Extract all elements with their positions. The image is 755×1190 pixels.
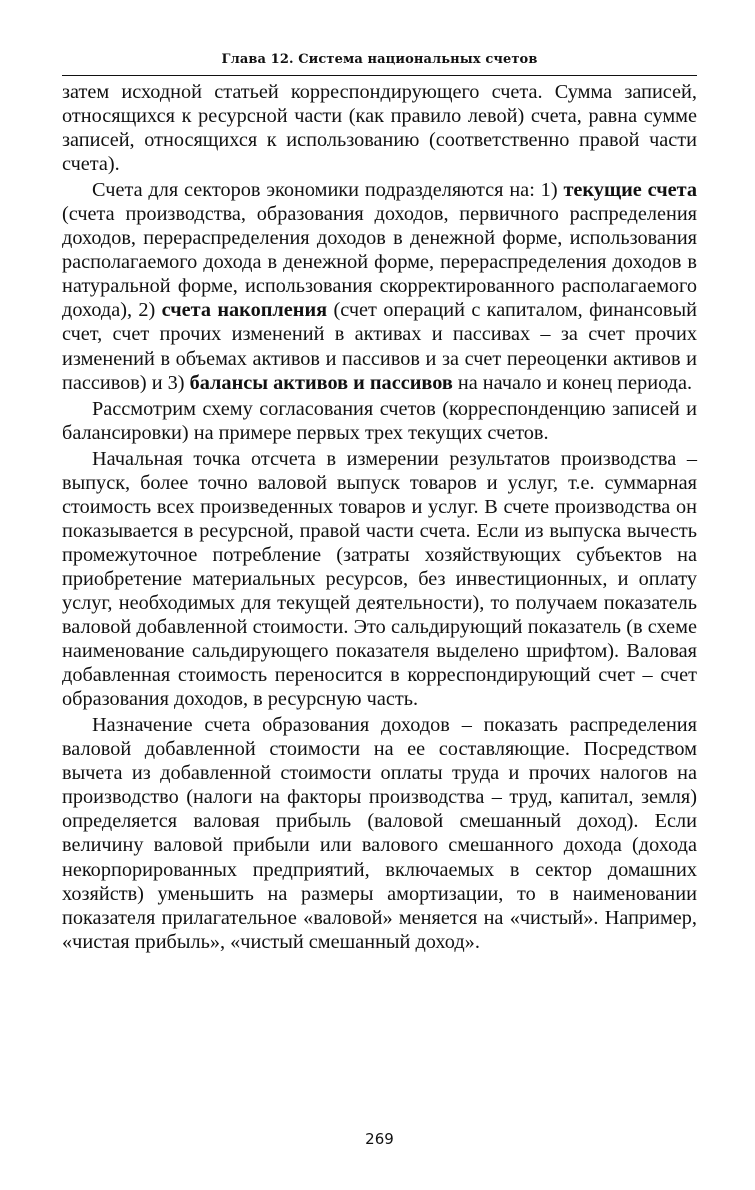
paragraph-5 — [62, 713, 697, 953]
header-rule — [62, 75, 697, 76]
paragraph-2 — [62, 178, 697, 394]
bold-term-accumulation-accounts: счета накопления — [161, 299, 328, 322]
text-run: затем исходной статьей корреспондирующего счета. Сумма записей, относящихся к ресурсной части (как правило левой) счета, равна сумме записей, относящихся к использованию (соответственно правой части счета). — [62, 81, 697, 176]
page-number: 269 — [365, 1130, 394, 1148]
text-run: (счет операций с капиталом, финансовый счет, счет прочих изменений в активах и пассивах – за счет прочих изменений в объемах активов и пассивов и за счет переоценки активов и пассивов) и 3) — [62, 299, 697, 394]
text-run: Назначение счета образования доходов – показать распределения валовой добавленной стоимости на ее составляющие. Посредством вычета из добавленной стоимости оплаты труда и прочих налогов на производство (налоги на факторы производства – труд, капитал, земля) определяется валовая прибыль (валовой смешанный доход). Если величину валовой прибыли или валового смешанного дохода (дохода некорпорированных предприятий, включаемых в сектор домашних хозяйств) уменьшить на размеры амортизации, то в наименовании показателя прилагательное «валовой» меняется на «чистый». Например, «чистая прибыль», «чистый смешанный доход». — [62, 714, 697, 953]
text-run: (счета производства, образования доходов, первичного распределения доходов, перераспределения доходов в денежной форме, использования располагаемого дохода в денежной форме, перераспределения доходов в натуральной форме, использования скорректированного располагаемого дохода), 2) — [62, 203, 697, 322]
bold-term-balance-sheets: балансы активов и пассивов — [189, 371, 453, 394]
bold-term-current-accounts: текущие счета — [563, 179, 697, 202]
text-run: Начальная точка отсчета в измерении результатов производства – выпуск, более точно валовой выпуск товаров и услуг, т.е. суммарная стоимость всех произведенных товаров и услуг. В счете производства он показывается в ресурсной, правой части счета. Если из выпуска вычесть промежуточное потребление (затраты хозяйствующих субъектов на приобретение материальных ресурсов, без инвестиционных, и оплату услуг, необходимых для текущей деятельности), то получаем показатель валовой добавленной стоимости. Это сальдирующий показатель (в схеме наименование сальдирующего показателя выделено шрифтом). Валовая добавленная стоимость переносится в корреспондирующий счет – счет образования доходов, в ресурсную часть. — [62, 447, 697, 711]
text-run: Счета для секторов экономики подразделяются на: 1) — [92, 179, 564, 202]
body-text — [62, 80, 697, 954]
paragraph-4 — [62, 447, 697, 712]
text-run: Рассмотрим схему согласования счетов (корреспонденцию записей и балансировки) на примере первых трех текущих счетов. — [62, 397, 697, 444]
paragraph-3 — [62, 397, 697, 445]
text-run: на начало и конец периода. — [452, 371, 693, 394]
paragraph-1 — [62, 80, 697, 176]
running-head: Глава 12. Система национальных счетов — [221, 52, 538, 67]
